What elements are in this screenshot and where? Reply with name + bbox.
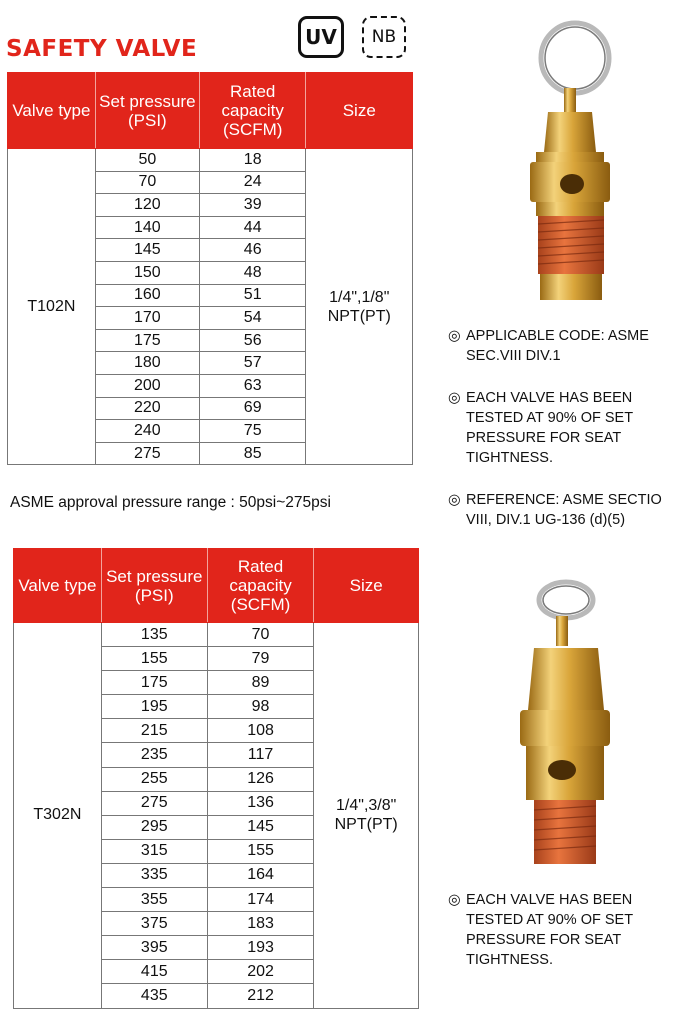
note-line: APPLICABLE CODE: ASME [466,328,649,344]
set-pressure-cell: 200 [95,374,199,397]
asme-approval-note: ASME approval pressure range : 50psi~275psi [10,494,331,511]
set-pressure-cell: 175 [101,671,207,695]
note-line: TIGHTNESS. [466,952,554,968]
set-pressure-cell: 275 [101,791,207,815]
safety-valve-photo-bottom [500,578,630,878]
rated-capacity-cell: 164 [207,863,314,887]
uv-certification-logo: UV [298,16,344,58]
set-pressure-cell: 220 [95,397,199,420]
page-title: SAFETY VALVE [6,36,198,62]
note-line: TIGHTNESS. [466,450,554,466]
rated-capacity-cell: 108 [207,719,314,743]
note-line: REFERENCE: ASME SECTIO [466,492,662,508]
size-line: 1/4",3/8" [336,797,397,815]
rated-capacity-cell: 183 [207,912,314,936]
rated-capacity-cell: 48 [199,261,306,284]
note-seat-test [448,388,633,468]
rated-capacity-cell: 202 [207,960,314,984]
spec-table-t102n [7,72,413,465]
note-line: TESTED AT 90% OF SET [466,410,634,426]
table-row [8,149,413,172]
size-cell [314,623,419,1009]
rated-capacity-cell: 89 [207,671,314,695]
table-body [8,149,413,465]
rated-capacity-cell: 69 [199,397,306,420]
rated-capacity-cell: 56 [199,329,306,352]
rated-capacity-cell: 117 [207,743,314,767]
set-pressure-cell: 145 [95,239,199,262]
note-marker-icon: ◎ [448,492,461,508]
rated-capacity-cell: 136 [207,791,314,815]
header-set-pressure: Set pressure (PSI) [101,549,207,623]
header-rated-capacity: Rated capacity (SCFM) [199,73,306,149]
note-marker-icon: ◎ [448,328,461,344]
valve-type-cell: T302N [14,623,102,1009]
set-pressure-cell: 395 [101,936,207,960]
rated-capacity-cell: 145 [207,815,314,839]
set-pressure-cell: 435 [101,984,207,1008]
set-pressure-cell: 150 [95,261,199,284]
set-pressure-cell: 175 [95,329,199,352]
note-marker-icon: ◎ [448,390,461,406]
note-line: EACH VALVE HAS BEEN [466,892,633,908]
rated-capacity-cell: 24 [199,171,306,194]
set-pressure-cell: 140 [95,216,199,239]
rated-capacity-cell: 18 [199,149,306,172]
header-set-pressure: Set pressure (PSI) [95,73,199,149]
note-line: TESTED AT 90% OF SET [466,912,634,928]
size-line: NPT(PT) [327,307,391,325]
rated-capacity-cell: 155 [207,839,314,863]
header-size: Size [314,549,419,623]
header-valve-type: Valve type [8,73,96,149]
set-pressure-cell: 180 [95,352,199,375]
rated-capacity-cell: 57 [199,352,306,375]
table-row [14,623,419,647]
size-cell [306,149,413,465]
set-pressure-cell: 355 [101,888,207,912]
note-reference [448,490,700,530]
set-pressure-cell: 335 [101,863,207,887]
rated-capacity-cell: 212 [207,984,314,1008]
valve-type-cell: T102N [8,149,96,465]
spec-table-t302n [13,548,419,1009]
rated-capacity-cell: 51 [199,284,306,307]
note-line: VIII, DIV.1 UG-136 (d)(5) [466,512,626,528]
rated-capacity-cell: 70 [207,623,314,647]
set-pressure-cell: 160 [95,284,199,307]
set-pressure-cell: 235 [101,743,207,767]
set-pressure-cell: 135 [101,623,207,647]
set-pressure-cell: 415 [101,960,207,984]
set-pressure-cell: 295 [101,815,207,839]
rated-capacity-cell: 39 [199,194,306,217]
set-pressure-cell: 195 [101,695,207,719]
header-size: Size [306,73,413,149]
note-marker-icon: ◎ [448,892,461,908]
set-pressure-cell: 315 [101,839,207,863]
note-line: SEC.VIII DIV.1 [466,348,561,364]
rated-capacity-cell: 174 [207,888,314,912]
set-pressure-cell: 170 [95,307,199,330]
rated-capacity-cell: 44 [199,216,306,239]
note-seat-test-bottom [448,890,633,970]
rated-capacity-cell: 85 [199,442,306,465]
rated-capacity-cell: 193 [207,936,314,960]
set-pressure-cell: 255 [101,767,207,791]
note-line: PRESSURE FOR SEAT [466,932,622,948]
set-pressure-cell: 120 [95,194,199,217]
set-pressure-cell: 215 [101,719,207,743]
set-pressure-cell: 275 [95,442,199,465]
note-applicable-code [448,326,649,366]
size-line: NPT(PT) [334,816,398,834]
table-body [14,623,419,1009]
rated-capacity-cell: 126 [207,767,314,791]
set-pressure-cell: 155 [101,647,207,671]
set-pressure-cell: 375 [101,912,207,936]
rated-capacity-cell: 79 [207,647,314,671]
rated-capacity-cell: 63 [199,374,306,397]
size-line: 1/4",1/8" [329,288,390,306]
rated-capacity-cell: 46 [199,239,306,262]
rated-capacity-cell: 98 [207,695,314,719]
set-pressure-cell: 50 [95,149,199,172]
header-rated-capacity: Rated capacity (SCFM) [207,549,314,623]
rated-capacity-cell: 54 [199,307,306,330]
note-line: PRESSURE FOR SEAT [466,430,622,446]
set-pressure-cell: 240 [95,420,199,443]
set-pressure-cell: 70 [95,171,199,194]
safety-valve-photo-top [500,12,630,304]
note-line: EACH VALVE HAS BEEN [466,390,633,406]
rated-capacity-cell: 75 [199,420,306,443]
header-valve-type: Valve type [14,549,102,623]
nb-certification-logo: NB [362,16,406,58]
